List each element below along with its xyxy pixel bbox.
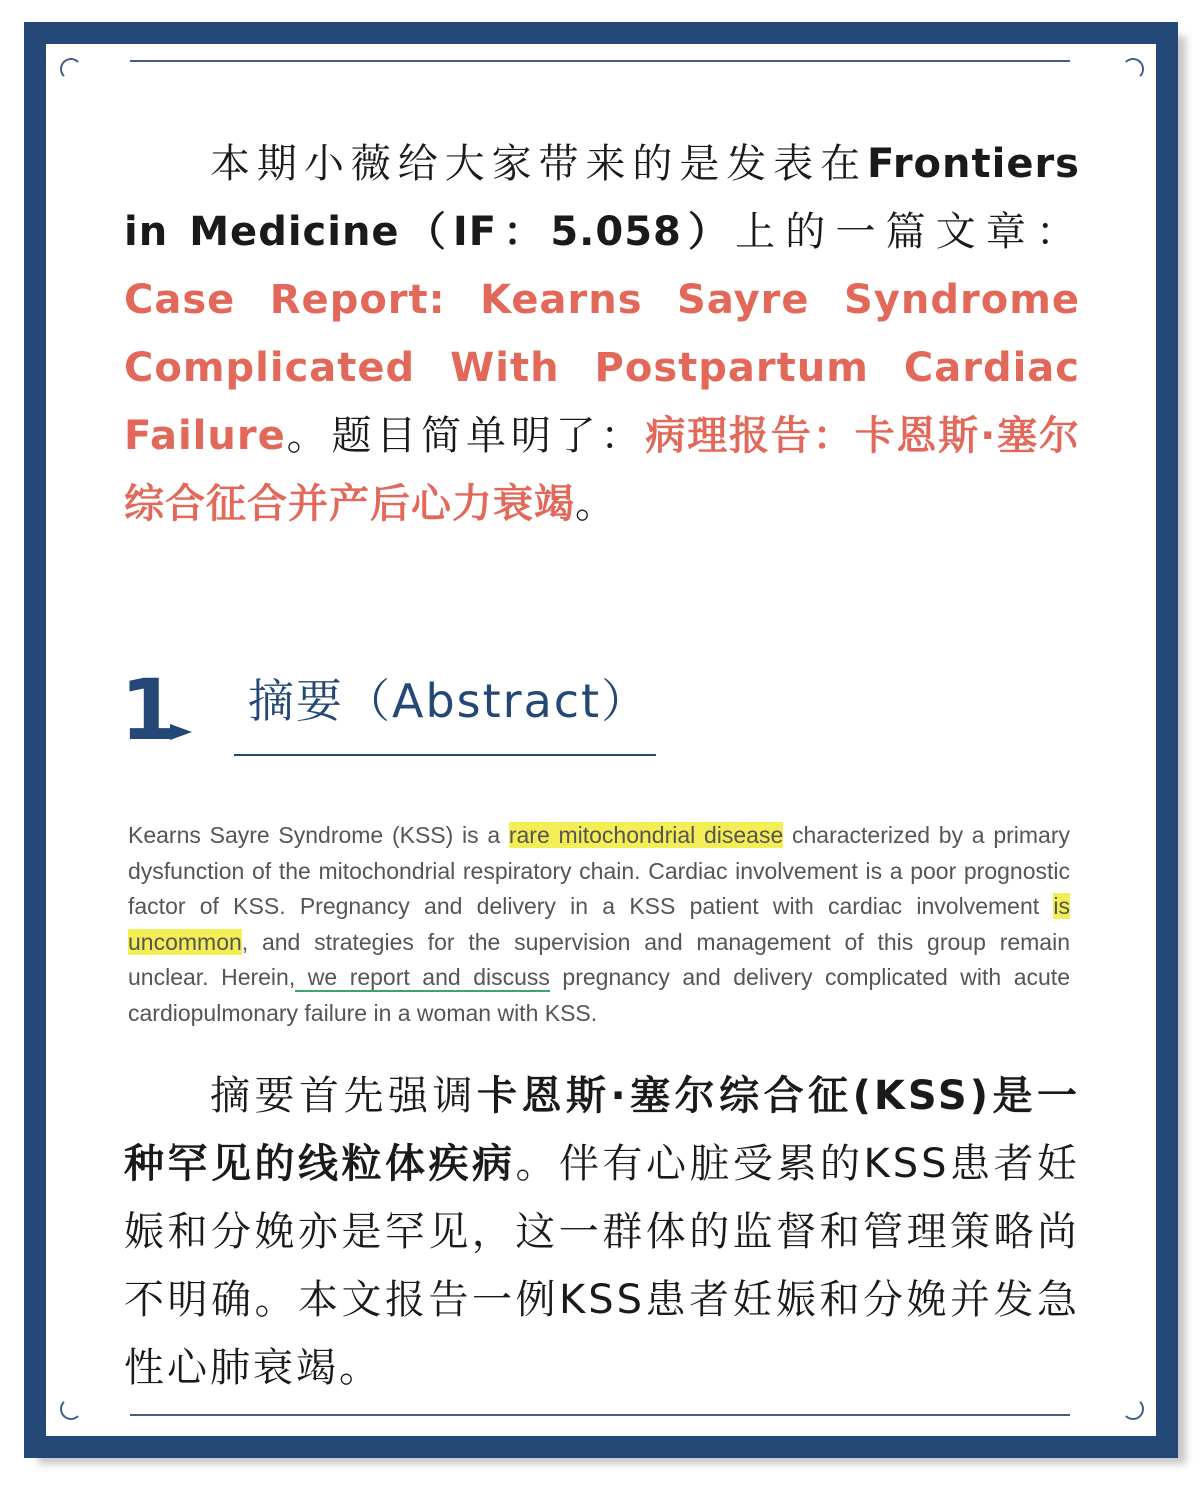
section-number: 1 [120,661,175,759]
journal-name: Frontiers in Medicine [124,141,1080,255]
abstract-highlight-uncommon: is uncommon [128,893,1070,955]
corner-ornament-icon [60,1398,82,1420]
article-title-en: Case Report: Kearns Sayre Syndrome Complicated With Postpartum Cardiac Failure [124,277,1080,459]
intro-period: 。 [285,413,332,459]
abstract-underline-report: we report and discuss [295,964,550,990]
top-decorative-rule [130,60,1070,62]
impact-factor: （IF：5.058） [399,209,736,255]
summary-bold-statement: 卡恩斯·塞尔综合征(KSS)是一种罕见的线粒体疾病 [124,1073,1081,1187]
intro-title-lead: 题目简单明了： [331,413,646,459]
intro-paragraph [124,130,1080,538]
bottom-decorative-rule [130,1414,1070,1416]
abstract-text-1: Kearns Sayre Syndrome (KSS) is a [128,822,509,848]
abstract-text-2: characterized by a primary dysfunction of the mitochondrial respiratory chain. Cardiac involvement is a poor prognostic factor of KSS. Pregnancy and delivery in a KSS patient with cardiac involvement [128,822,1070,919]
intro-lead-text: 本期小薇给大家带来的是发表在 [210,141,868,187]
arrow-right-icon [170,724,192,740]
intro-article-text: 上的一篇文章： [735,209,1081,255]
abstract-section-heading [120,660,680,770]
abstract-text-4: pregnancy and delivery complicated with acute cardiopulmonary failure in a woman with KSS. [128,964,1070,1026]
corner-ornament-icon [1122,1398,1144,1420]
summary-rest: 。伴有心脏受累的KSS患者妊娠和分娩亦是罕见，这一群体的监督和管理策略尚不明确。本文报告一例KSS患者妊娠和分娩并发急性心肺衰竭。 [124,1141,1081,1391]
summary-lead: 摘要首先强调 [210,1073,477,1119]
abstract-excerpt [128,818,1070,1031]
summary-paragraph [124,1062,1080,1402]
corner-ornament-icon [60,58,82,80]
article-title-cn: 病理报告：卡恩斯·塞尔综合征合并产后心力衰竭 [124,413,1081,527]
abstract-text-3: , and strategies for the supervision and management of this group remain unclear. Herein, [128,928,1070,990]
section-underline [234,754,656,756]
abstract-highlight-rare-disease: rare mitochondrial disease [508,822,784,848]
intro-end-period: 。 [575,481,619,527]
section-title: 摘要（Abstract） [248,674,650,728]
corner-ornament-icon [1122,58,1144,80]
